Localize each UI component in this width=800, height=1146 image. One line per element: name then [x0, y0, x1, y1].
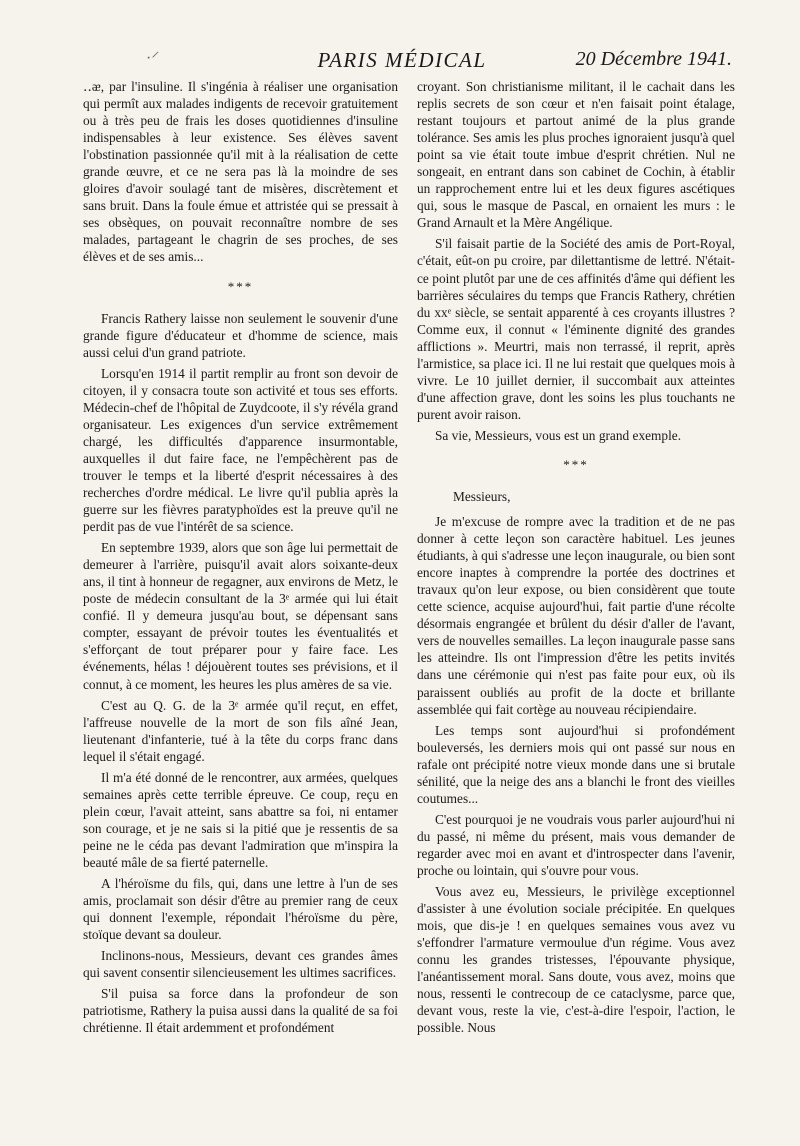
- paragraph: En septembre 1939, alors que son âge lui permettait de demeurer à l'arrière, puisqu'il avait alors soixante-deux ans, il tint à honneur de regagner, aux environs de Metz, le poste de médecin consultant de la 3ᵉ armée qui lui était confié. Il y demeura jusqu'au bout, se dépensant sans compter, essayant de prévoir toutes les éventualités et s'efforçant de tout préparer pour y faire face. Les événements, hélas ! déjouèrent toutes ses prévisions, et il connut, à ce moment, les heures les plus amères de sa vie.: [83, 540, 398, 692]
- journal-title: PARIS MÉDICAL: [317, 48, 487, 72]
- paragraph: Vous avez eu, Messieurs, le privilège exceptionnel d'assister à une évolution sociale précipitée. En quelques mois, que dis-je ! en quelques semaines vous avez vu s'effondrer l'armature vermoulue d'un régime. Vous avez connu les grandes tristesses, l'épouvante physique, l'anéantissement moral. Sans doute, vous avez, moins que nous, ressenti le contrecoup de ce cataclysme, parce que, devant vous, reste la vie, c'est-à-dire l'espoir, l'action, le possible. Nous: [417, 884, 735, 1036]
- paragraph: Il m'a été donné de le rencontrer, aux armées, quelques semaines après cette terrible épreuve. Ce coup, reçu en plein cœur, l'avait atteint, sans abattre sa foi, ni entamer son courage, et je ne sais si la pitié que je ressentis de sa peine ne le céda pas devant l'admiration que m'inspira la beauté mâle de sa fierté paternelle.: [83, 769, 398, 870]
- section-separator: ***: [227, 278, 254, 294]
- paragraph: C'est pourquoi je ne voudrais vous parler aujourd'hui ni du passé, ni même du présent, mais vous demander de regarder avec moi en avant et d'introspecter dans l'avenir, proche ou lointain, qui s'ouvre pour vous.: [417, 811, 735, 878]
- paragraph: ‥ᴂ, par l'insuline. Il s'ingénia à réaliser une organisation qui permît aux malades indigents de recevoir gratuitement ou à très peu de frais les doses quotidiennes d'insuline indispensables à leur existence. Ses élèves savent l'obstination passionnée qu'il mit à la réalisation de cette grande œuvre, et ce ne sera pas là la moindre de ses gloires d'avoir soulagé tant de misères, discrètement et sans bruit. Dans la foule émue et attristée qui se pressait à ses obsèques, on pouvait reconnaître nombre de ses malades, partageant le chagrin de ses proches, de ses élèves et de ses amis...: [83, 79, 398, 265]
- section-separator: ***: [563, 456, 589, 472]
- paragraph: Sa vie, Messieurs, vous est un grand exemple.: [435, 427, 682, 443]
- salutation: Messieurs,: [453, 488, 511, 504]
- paragraph: Les temps sont aujourd'hui si profondément bouleversés, les derniers mois qui ont passé sur nous en rafale ont précipité notre vieux monde dans une si brutale sénilité, que la neige des ans a blanchi le front des vieilles coutumes...: [417, 722, 735, 806]
- issue-date: 20 Décembre 1941.: [575, 48, 732, 70]
- paragraph: C'est au Q. G. de la 3ᵉ armée qu'il reçut, en effet, l'affreuse nouvelle de la mort de son fils aîné Jean, lieutenant d'infanterie, tué à la tête du corps franc dans lequel il s'était engagé.: [83, 697, 398, 764]
- paragraph: Francis Rathery laisse non seulement le souvenir d'une grande figure d'éducateur et d'homme de science, mais aussi celui d'un grand patriote.: [83, 310, 398, 360]
- right-column: [417, 78, 735, 1040]
- left-column: [83, 78, 398, 1040]
- paragraph: S'il puisa sa force dans la profondeur de son patriotisme, Rathery la puisa aussi dans la qualité de sa foi chrétienne. Il était ardemment et profondément: [83, 986, 398, 1036]
- paragraph: Inclinons-nous, Messieurs, devant ces grandes âmes qui savent consentir silencieusement les ultimes sacrifices.: [83, 948, 398, 981]
- corner-mark: ·⸍: [146, 50, 160, 67]
- paragraph: Lorsqu'en 1914 il partit remplir au front son devoir de citoyen, il y consacra toute son activité et tous ses efforts. Médecin-chef de l'hôpital de Zuydcoote, il s'y révéla grand organisateur. Les exigences d'un service extrêmement chargé, les difficultés d'apparence insurmontable, auxquelles il dut faire face, ne l'empêchèrent pas de trouver le temps et la liberté d'esprit nécessaires à des recherches d'ordre médical. Le livre qu'il publia après la guerre sur les fièvres paratyphoïdes est la preuve qu'il ne perdit pas de vue l'intérêt de sa science.: [83, 365, 398, 535]
- paragraph: Je m'excuse de rompre avec la tradition et de ne pas donner à cette leçon son caractère habituel. Les jeunes étudiants, à qui s'adresse une leçon inaugurale, ou bien sont encore inaptes à comprendre la portée des doctrines et travaux qu'on leur expose, ou bien considèrent que toute cette science, acquise aujourd'hui, fait partie d'une récolte désormais engrangée et brûlent du désir d'aller de l'avant, vers de nouvelles semailles. La leçon inaugurale passe sans les atteindre. Ils ont l'impression d'être les petits invités dans une cérémonie qui n'est pas faite pour eux, où ils paraissent oubliés au profit de la docte et brillante assemblée qui fait cortège au nouveau récipiendaire.: [417, 514, 735, 717]
- paragraph: A l'héroïsme du fils, qui, dans une lettre à l'un de ses amis, proclamait son désir d'être au premier rang de ceux qui donnent l'exemple, répondait l'héroïsme du père, stoïque devant sa douleur.: [83, 876, 398, 943]
- page-header: [72, 44, 732, 74]
- paragraph: S'il faisait partie de la Société des amis de Port-Royal, c'était, eût-on pu croire, par dilettantisme de lettré. N'était-ce point plutôt par une de ces affinités d'âme qui défient les barrières séculaires du temps que Francis Rathery, chrétien du xxᵉ siècle, se sentait apparenté à ces croyants illustres ? Comme eux, il connut « l'éminente dignité des grandes afflictions ». Meurtri, mais non terrassé, il reprit, après l'armistice, sa place ici. Il ne lui restait que quelques mois à vivre. Le 10 juillet dernier, il succombait aux atteintes d'une affection grave, dont les soins les plus touchants ne purent avoir raison.: [417, 236, 735, 422]
- paragraph: croyant. Son christianisme militant, il le cachait dans les replis secrets de son cœur et n'en faisait point étalage, restant toujours et partout animé de la plus grande tolérance. Ses amis les plus proches ignoraient jusqu'à quel point sa vie était toute imbue d'esprit chrétien. Nul ne songeait, en entrant dans son cabinet de Cochin, à établir un rapprochement entre lui et les deux figures ascétiques qui, sous le masque de Pascal, en ornaient les murs : le Grand Arnault et la Mère Angélique.: [417, 79, 735, 231]
